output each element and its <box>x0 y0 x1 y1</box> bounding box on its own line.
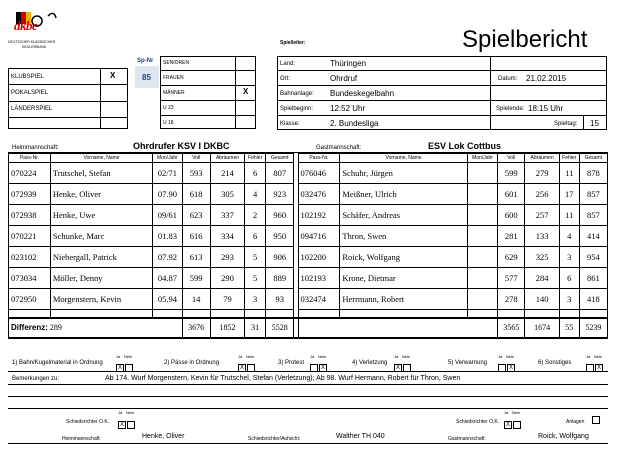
guest-ges-cell: 861 <box>579 268 607 289</box>
check-4-ja[interactable]: X <box>395 364 400 371</box>
home-ges-cell: 906 <box>266 247 294 268</box>
match-type-klubspiel: KLUBSPIEL <box>11 74 44 80</box>
guest-ges-cell: 857 <box>579 205 607 226</box>
check-label-2: 2) Pässe in Ordnung <box>164 360 220 366</box>
col-feh-g: Fehler <box>559 154 579 163</box>
remarks-text: Ab 174. Wurf Morgenstern, Kevin für Trutschel, Stefan (Verletzung); Ab 98. Wurf Hermann, Robert für Thron, Swen <box>105 375 461 382</box>
heim-sig-label: Heimmannschaft: <box>62 436 101 442</box>
page-title: Spielbericht <box>462 26 588 53</box>
home-abr-cell: 305 <box>210 184 244 205</box>
guest-team-label: Gastmannschaft: <box>316 145 362 151</box>
home-ges-cell: 93 <box>266 289 294 310</box>
col-ges-g: Gesamt <box>579 154 607 163</box>
guest-mon-cell <box>467 247 497 268</box>
home-ges-cell: 960 <box>266 205 294 226</box>
home-voll-cell: 618 <box>182 184 210 205</box>
sr-sig-value: Walther TH 040 <box>336 433 385 440</box>
sr-ok-label-left: Schiedsrichter O.K. <box>66 419 110 425</box>
guest-feh-cell: 11 <box>559 163 579 184</box>
guest-pass-cell: 032474 <box>298 289 340 310</box>
home-ges-cell: 923 <box>266 184 294 205</box>
guest-mon-cell <box>467 226 497 247</box>
guest-name-cell: Thron, Swen <box>340 226 468 247</box>
home-name-cell: Henke, Uwe <box>50 205 152 226</box>
remarks-label: Bemerkungen zu: <box>12 376 60 382</box>
check-5-nein[interactable]: X <box>508 364 513 371</box>
category-maenner: MÄNNER <box>163 90 185 96</box>
checks-row: 1) Bahn/Kugelmaterial in Ordnung Ja Nein X 2) Pässe in Ordnung Ja Nein X 3) Protest Ja Nein X 4) Verletzung Ja Nein X 5) Verwarnung Ja Nein X 6) Sonstiges Ja Nein X <box>12 354 603 371</box>
diff-label: Differenz: <box>11 323 48 332</box>
dkbc-logo <box>8 10 58 50</box>
col-pass-g: Pass-Nr. <box>298 154 340 163</box>
home-abr-cell: 214 <box>210 163 244 184</box>
check-label-4: 4) Verletzung <box>352 360 388 366</box>
guest-voll-cell: 278 <box>498 289 525 310</box>
sr-ok-right-ja[interactable]: X <box>505 421 510 428</box>
beginn-value: 12:52 Uhr <box>330 104 366 113</box>
guest-feh-cell: 3 <box>559 289 579 310</box>
heim-sig-value: Henke, Oliver <box>142 433 185 440</box>
home-mon-cell: 04.87 <box>153 268 182 289</box>
guest-ges-cell: 414 <box>579 226 607 247</box>
guest-abr-cell: 325 <box>525 247 559 268</box>
sr-ok-right-nein[interactable] <box>513 421 521 429</box>
klasse-value: 2. Bundesliga <box>330 119 379 128</box>
table-row <box>9 184 608 205</box>
home-name-cell: Henke, Oliver <box>50 184 152 205</box>
home-mon-cell: 02/71 <box>153 163 182 184</box>
land-label: Land: <box>280 61 296 67</box>
guest-mon-cell <box>467 163 497 184</box>
guest-pass-cell: 102192 <box>298 205 340 226</box>
home-feh-cell: 6 <box>245 163 266 184</box>
logo-line1: DEUTSCHER KLASSISCHER <box>8 40 56 44</box>
home-name-cell: Morgenstern, Kevin <box>50 289 152 310</box>
guest-abr-cell: 284 <box>525 268 559 289</box>
diff-value: 289 <box>49 323 62 332</box>
guest-mon-cell <box>467 205 497 226</box>
guest-feh-cell: 11 <box>559 205 579 226</box>
table-row <box>9 205 608 226</box>
ort-label: Ort: <box>280 76 290 82</box>
home-mon-cell: 01.83 <box>153 226 182 247</box>
anlagen-checkbox[interactable] <box>592 416 600 424</box>
home-team-label: Heimmannschaft: <box>12 145 59 151</box>
home-voll-cell: 593 <box>182 163 210 184</box>
guest-voll-cell: 600 <box>498 205 525 226</box>
home-voll-cell: 14 <box>182 289 210 310</box>
spnr-label: Sp-Nr <box>137 58 154 64</box>
category-maenner-mark: X <box>243 87 249 96</box>
home-total-abr: 1852 <box>210 318 244 338</box>
sr-sig-label: Schiedsrichter/Aufsicht: <box>248 436 301 442</box>
home-mon-cell: 05.94 <box>153 289 182 310</box>
col-ges: Gesamt <box>266 154 294 163</box>
gast-sig-label: Gastmannschaft: <box>448 436 486 442</box>
home-abr-cell: 293 <box>210 247 244 268</box>
table-row <box>9 268 608 289</box>
logo-text: dkbc <box>14 18 38 33</box>
category-frauen: FRAUEN <box>163 75 184 81</box>
home-team-name: Ohrdrufer KSV I DKBC <box>133 141 230 151</box>
home-name-cell: Trutschel, Stefan <box>50 163 152 184</box>
ende-value: 18:15 Uhr <box>528 104 564 113</box>
home-voll-cell: 623 <box>182 205 210 226</box>
sr-ok-left-ja[interactable]: X <box>119 421 124 428</box>
home-ges-cell: 950 <box>266 226 294 247</box>
guest-ges-cell: 954 <box>579 247 607 268</box>
home-total-ges: 5528 <box>266 318 294 338</box>
bahn-label: Bahnanlage: <box>280 91 314 97</box>
home-pass-cell: 072950 <box>9 289 51 310</box>
home-feh-cell: 2 <box>245 205 266 226</box>
guest-name-cell: Krone, Dietmar <box>340 268 468 289</box>
home-voll-cell: 613 <box>182 247 210 268</box>
logo-line2: KEGLERBUND <box>22 45 47 49</box>
guest-name-cell: Herrmann, Robert <box>340 289 468 310</box>
guest-total-abr: 1674 <box>525 318 559 338</box>
home-feh-cell: 5 <box>245 268 266 289</box>
ort-value: Ohrdruf <box>330 74 358 83</box>
home-name-cell: Möller, Denny <box>50 268 152 289</box>
category-senioren: SENIOREN <box>163 60 190 66</box>
col-name-g: Vorname, Name <box>340 154 468 163</box>
col-feh: Fehler <box>245 154 266 163</box>
home-voll-cell: 616 <box>182 226 210 247</box>
guest-total-voll: 3565 <box>498 318 525 338</box>
beginn-label: Spielbeginn: <box>280 106 314 112</box>
guest-voll-cell: 599 <box>498 163 525 184</box>
col-voll-g: Voll <box>498 154 525 163</box>
spieltag-label: Spieltag: <box>554 121 578 127</box>
guest-feh-cell: 3 <box>559 247 579 268</box>
gast-sig-value: Roick, Wolfgang <box>538 433 589 440</box>
totals-row <box>9 318 608 338</box>
check-6-nein[interactable]: X <box>596 364 601 371</box>
col-mon-g: Mon/Jahr <box>467 154 497 163</box>
guest-ges-cell: 857 <box>579 184 607 205</box>
guest-feh-cell: 6 <box>559 268 579 289</box>
guest-name-cell: Meißner, Ulrich <box>340 184 468 205</box>
guest-feh-cell: 17 <box>559 184 579 205</box>
match-type-pokalspiel: POKALSPIEL <box>11 90 49 96</box>
datum-label: Datum: <box>498 76 518 82</box>
guest-voll-cell: 629 <box>498 247 525 268</box>
guest-mon-cell <box>467 184 497 205</box>
category-u23: U 23 <box>163 105 174 111</box>
home-abr-cell: 290 <box>210 268 244 289</box>
guest-feh-cell: 4 <box>559 226 579 247</box>
check-label-1: 1) Bahn/Kugelmaterial in Ordnung <box>12 360 103 366</box>
klasse-label: Klasse: <box>280 121 300 127</box>
guest-name-cell: Roick, Wolfgang <box>340 247 468 268</box>
home-feh-cell: 4 <box>245 184 266 205</box>
col-voll: Voll <box>182 154 210 163</box>
col-name: Vorname, Name <box>50 154 152 163</box>
datum-value: 21.02.2015 <box>526 74 567 83</box>
home-total-feh: 31 <box>245 318 266 338</box>
spnr-value: 85 <box>142 73 151 82</box>
home-pass-cell: 073034 <box>9 268 51 289</box>
home-ges-cell: 807 <box>266 163 294 184</box>
home-total-voll: 3676 <box>182 318 210 338</box>
home-ges-cell: 889 <box>266 268 294 289</box>
guest-ges-cell: 418 <box>579 289 607 310</box>
guest-mon-cell <box>467 268 497 289</box>
land-value: Thüringen <box>330 59 367 68</box>
home-mon-cell: 07.92 <box>153 247 182 268</box>
ende-label: Spielende: <box>496 106 525 112</box>
guest-ges-cell: 878 <box>579 163 607 184</box>
check-label-5: 5) Verwarnung <box>448 360 488 366</box>
info-box <box>277 56 607 130</box>
table-row <box>9 289 608 310</box>
spielleiter-label: Spielleiter: <box>280 40 306 46</box>
guest-pass-cell: 032476 <box>298 184 340 205</box>
guest-abr-cell: 279 <box>525 163 559 184</box>
check-label-3: 3) Protest <box>278 360 305 366</box>
match-type-laenderspiel: LÄNDERSPIEL <box>11 106 53 112</box>
guest-name-cell: Schuhr, Jürgen <box>340 163 468 184</box>
match-type-klubspiel-mark: X <box>110 71 116 80</box>
col-abr: Abräumen <box>210 154 244 163</box>
guest-total-ges: 5239 <box>579 318 607 338</box>
guest-pass-cell: 094716 <box>298 226 340 247</box>
home-pass-cell: 070221 <box>9 226 51 247</box>
score-table <box>8 153 608 339</box>
col-pass: Pass-Nr. <box>9 154 51 163</box>
sr-ok-label-right: Schiedsrichter O.K. <box>456 419 500 425</box>
category-u18: U 18 <box>163 120 174 126</box>
guest-name-cell: Schäfer, Andreas <box>340 205 468 226</box>
guest-mon-cell <box>467 289 497 310</box>
col-abr-g: Abräumen <box>525 154 559 163</box>
guest-team-name: ESV Lok Cottbus <box>428 141 502 151</box>
check-label-6: 6) Sonstiges <box>538 360 572 366</box>
guest-voll-cell: 601 <box>498 184 525 205</box>
guest-voll-cell: 577 <box>498 268 525 289</box>
guest-pass-cell: 102200 <box>298 247 340 268</box>
guest-pass-cell: 076046 <box>298 163 340 184</box>
guest-abr-cell: 256 <box>525 184 559 205</box>
guest-abr-cell: 257 <box>525 205 559 226</box>
guest-abr-cell: 133 <box>525 226 559 247</box>
home-feh-cell: 3 <box>245 289 266 310</box>
home-abr-cell: 79 <box>210 289 244 310</box>
home-voll-cell: 599 <box>182 268 210 289</box>
table-row <box>9 226 608 247</box>
spieltag-value: 15 <box>590 119 599 128</box>
check-2-ja[interactable]: X <box>239 364 244 371</box>
home-pass-cell: 072939 <box>9 184 51 205</box>
guest-pass-cell: 102193 <box>298 268 340 289</box>
home-pass-cell: 070224 <box>9 163 51 184</box>
guest-abr-cell: 140 <box>525 289 559 310</box>
home-mon-cell: 09/61 <box>153 205 182 226</box>
home-name-cell: Niebergall, Patrick <box>50 247 152 268</box>
home-feh-cell: 5 <box>245 247 266 268</box>
table-row <box>9 163 608 184</box>
anlagen-label: Anlagen <box>566 419 585 425</box>
table-row <box>9 247 608 268</box>
guest-total-feh: 55 <box>559 318 579 338</box>
check-3-nein[interactable]: X <box>320 364 325 371</box>
home-pass-cell: 072938 <box>9 205 51 226</box>
home-pass-cell: 023102 <box>9 247 51 268</box>
col-mon: Mon/Jahr <box>153 154 182 163</box>
score-table-header <box>9 154 608 163</box>
home-feh-cell: 6 <box>245 226 266 247</box>
sr-ok-left-nein[interactable] <box>127 421 135 429</box>
home-abr-cell: 334 <box>210 226 244 247</box>
home-mon-cell: 07.90 <box>153 184 182 205</box>
guest-voll-cell: 281 <box>498 226 525 247</box>
home-abr-cell: 337 <box>210 205 244 226</box>
home-name-cell: Schunke, Marc <box>50 226 152 247</box>
check-1-ja[interactable]: X <box>117 364 122 371</box>
bahn-value: Bundeskegelbahn <box>330 89 395 98</box>
